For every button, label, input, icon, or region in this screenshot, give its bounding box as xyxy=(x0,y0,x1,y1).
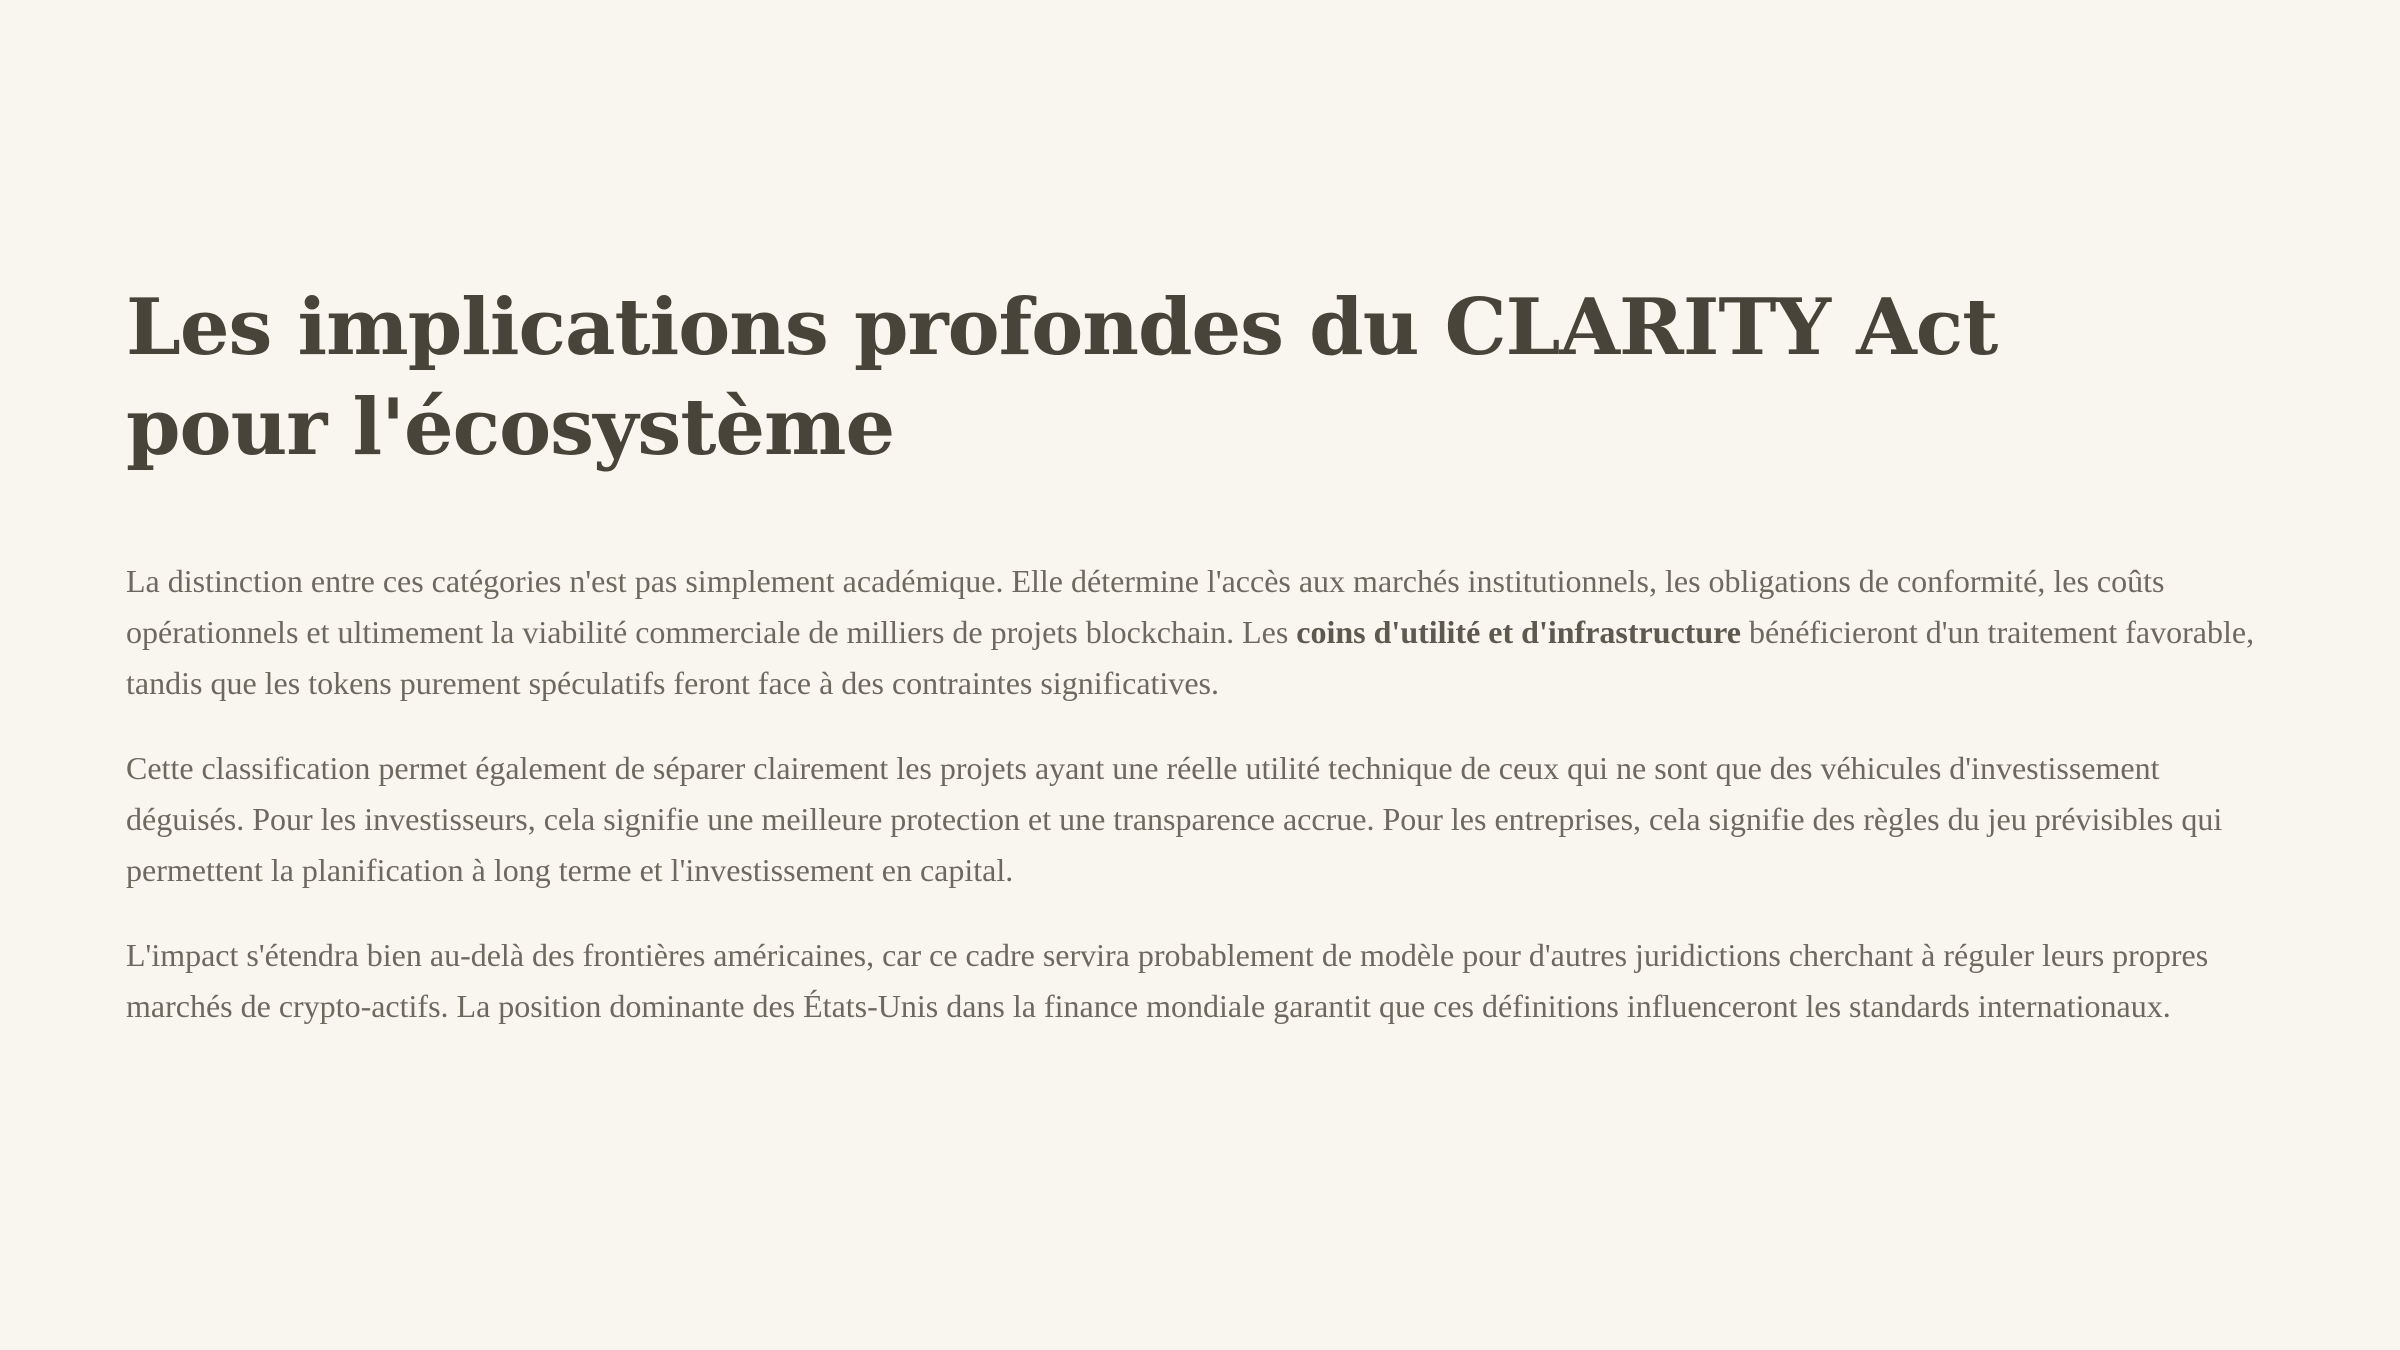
paragraph-1-emphasis: coins d'utilité et d'infrastructure xyxy=(1296,614,1741,650)
paragraph-1 xyxy=(126,556,2276,709)
paragraph-1-text-start: La distinction entre ces catégories n'est pas simplement académique. Elle détermine l'accès aux marchés institutionnels, les obligations de conformité, les coûts opérationnels et ultimement la viabilité commerciale de milliers de projets blockchain. Les xyxy=(126,563,2165,650)
paragraph-1-text-end: bénéficieront d'un traitement favorable, tandis que les tokens purement spéculatifs feront face à des contraintes significatives. xyxy=(126,614,2255,701)
paragraph-3: L'impact s'étendra bien au-delà des frontières américaines, car ce cadre servira probablement de modèle pour d'autres juridictions cherchant à réguler leurs propres marchés de crypto-actifs. La position dominante des États-Unis dans la finance mondiale garantit que ces définitions influenceront les standards internationaux. xyxy=(126,937,2209,1024)
paragraph-2: Cette classification permet également de séparer clairement les projets ayant une réelle utilité technique de ceux qui ne sont que des véhicules d'investissement déguisés. Pour les investisseurs, cela signifie une meilleure protection et une transparence accrue. Pour les entreprises, cela signifie des règles du jeu prévisibles qui permettent la planification à long terme et l'investissement en capital. xyxy=(126,750,2223,888)
page-title: Les implications profondes du CLARITY Act pour l'écosystème xyxy=(126,282,1998,473)
